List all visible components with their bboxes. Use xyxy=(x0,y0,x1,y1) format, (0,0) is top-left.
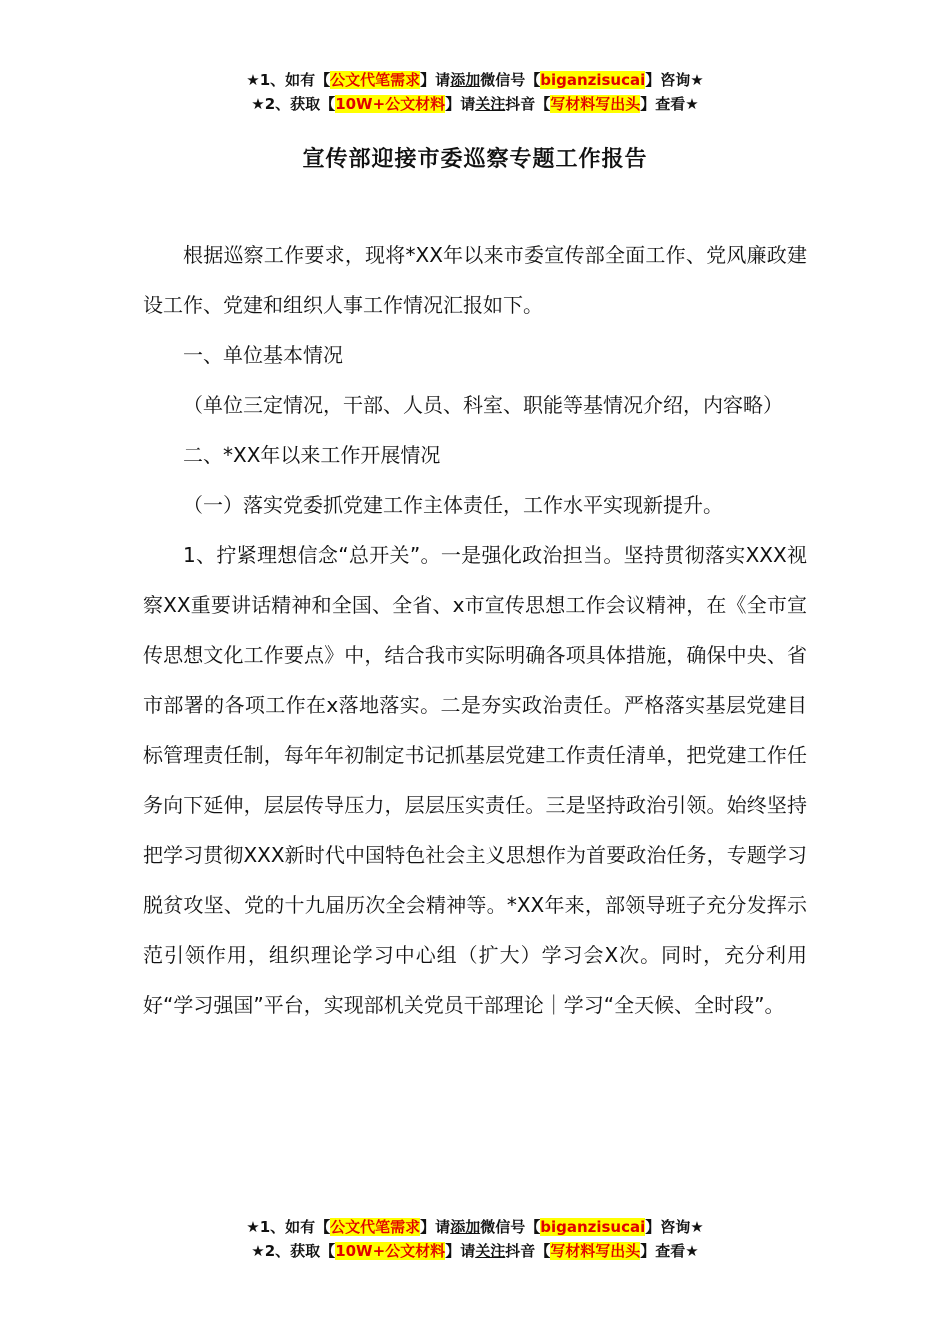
promo-banner-top xyxy=(0,68,950,116)
promo-text: 】请 xyxy=(420,1218,451,1236)
promo-line-2 xyxy=(0,92,950,116)
promo-line-1 xyxy=(0,1215,950,1239)
subsection-heading-1: （一）落实党委抓党建工作主体责任，工作水平实现新提升。 xyxy=(183,493,723,517)
promo-highlight: 10W+公文材料 xyxy=(335,1242,446,1260)
section-heading-2: 二、*XX年以来工作开展情况 xyxy=(183,443,441,467)
promo-text: ★2、获取【 xyxy=(251,1242,336,1260)
item-1-paragraph: 1、拧紧理想信念“总开关”。一是强化政治担当。坚持贯彻落实XXX视察XX重要讲话精神和全国、全省、x市宣传思想工作会议精神，在《全市宣传思想文化工作要点》中，结合我市实际明确各项具体措施，确保中央、省市部署的各项工作在x落地落实。二是夯实政治责任。严格落实基层党建目标管理责任制，每年年初制定书记抓基层党建工作责任清单，把党建工作任务向下延伸，层层传导压力，层层压实责任。三是坚持政治引领。始终坚持把学习贯彻XXX新时代中国特色社会主义思想作为首要政治任务，专题学习脱贫攻坚、党的十九届历次全会精神等。*XX年来，部领导班子充分发挥示范引领作用，组织理论学习中心组（扩大）学习会X次。同时，充分利用好“学习强国”平台，实现部机关党员干部理论｜学习“全天候、全时段”。 xyxy=(143,543,807,1017)
promo-text: 微信号【 xyxy=(480,71,541,89)
promo-text: 】咨询★ xyxy=(645,71,704,89)
intro-paragraph: 根据巡察工作要求，现将*XX年以来市委宣传部全面工作、党风廉政建设工作、党建和组织人事工作情况汇报如下。 xyxy=(143,243,807,317)
promo-text: 微信号【 xyxy=(480,1218,541,1236)
section-heading-1: 一、单位基本情况 xyxy=(183,343,343,367)
promo-highlight: 10W+公文材料 xyxy=(335,95,446,113)
promo-text: 】请 xyxy=(445,95,476,113)
promo-text: ★1、如有【 xyxy=(246,1218,331,1236)
promo-text: 】查看★ xyxy=(640,1242,699,1260)
promo-text: 】请 xyxy=(445,1242,476,1260)
promo-highlight: biganzisucai xyxy=(540,1218,646,1236)
section-1-paragraph: （单位三定情况，干部、人员、科室、职能等基情况介绍，内容略） xyxy=(183,393,783,417)
promo-line-2 xyxy=(0,1239,950,1263)
promo-underlined: 关注 xyxy=(475,95,506,113)
promo-highlight: 写材料写出头 xyxy=(550,1242,641,1260)
promo-highlight: 写材料写出头 xyxy=(550,95,641,113)
promo-highlight: biganzisucai xyxy=(540,71,646,89)
promo-text: 】请 xyxy=(420,71,451,89)
promo-text: ★2、获取【 xyxy=(251,95,336,113)
promo-text: 】查看★ xyxy=(640,95,699,113)
promo-banner-bottom xyxy=(0,1215,950,1263)
promo-text: ★1、如有【 xyxy=(246,71,331,89)
document-title: 宣传部迎接市委巡察专题工作报告 xyxy=(302,147,648,172)
promo-text: 】咨询★ xyxy=(645,1218,704,1236)
promo-underlined: 添加 xyxy=(450,71,481,89)
document-body xyxy=(143,230,807,1030)
promo-text: 抖音【 xyxy=(505,95,551,113)
promo-underlined: 添加 xyxy=(450,1218,481,1236)
promo-line-1 xyxy=(0,68,950,92)
promo-highlight: 公文代笔需求 xyxy=(330,1218,421,1236)
promo-highlight: 公文代笔需求 xyxy=(330,71,421,89)
promo-text: 抖音【 xyxy=(505,1242,551,1260)
promo-underlined: 关注 xyxy=(475,1242,506,1260)
